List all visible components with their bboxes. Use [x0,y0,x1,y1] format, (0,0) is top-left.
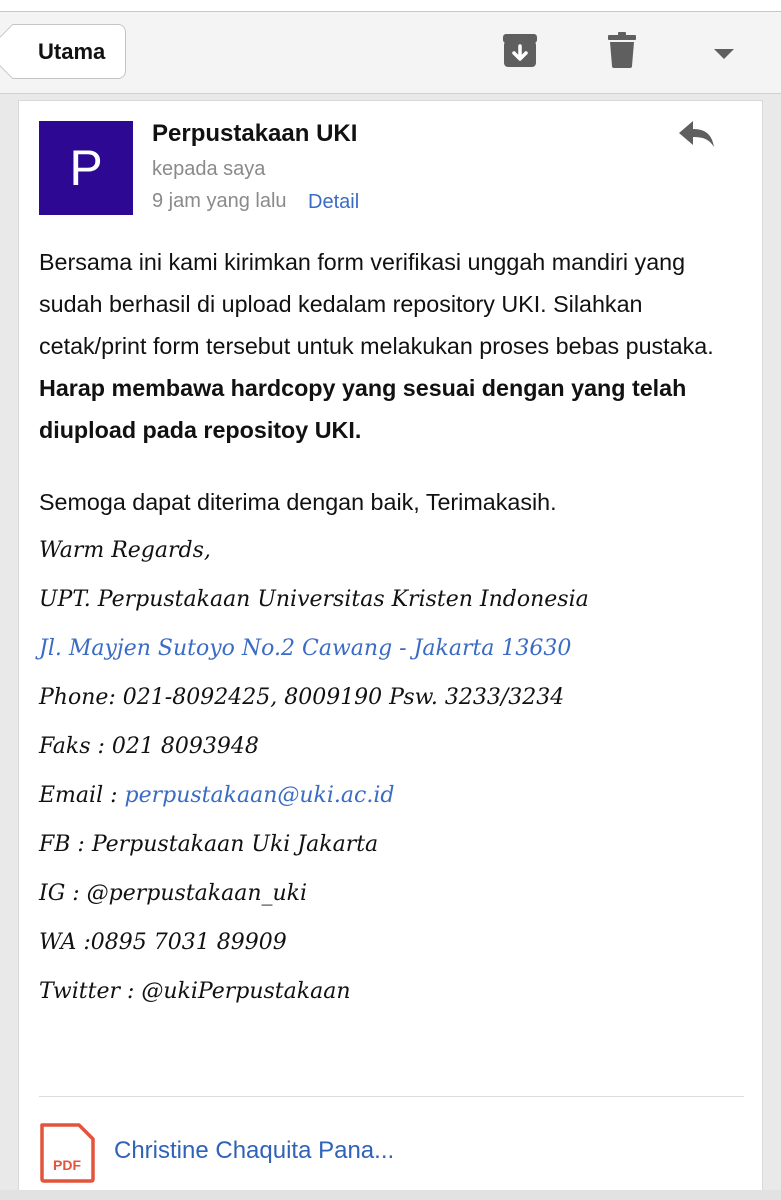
pdf-label: PDF [53,1157,81,1173]
timestamp: 9 jam yang lalu [152,190,287,212]
signature-email [39,783,394,808]
signature-org: UPT. Perpustakaan Universitas Kristen Indonesia [39,587,589,612]
body-text: Bersama ini kami kirimkan form verifikasi unggah mandiri yang sudah berhasil di upload kedalam repository UKI. Silahkan cetak/print form tersebut untuk melakukan proses bebas pustaka. [39,249,714,359]
signature-regards: Warm Regards, [39,538,211,563]
sender-name: Perpustakaan UKI [152,120,358,147]
toolbar [0,12,781,94]
back-button[interactable] [12,24,126,79]
email-body [39,241,749,451]
address-link[interactable]: Jl. Mayjen Sutoyo No.2 Cawang - Jakarta 13630 [39,636,572,661]
trash-icon[interactable] [607,32,637,68]
signature-fax: Faks : 021 8093948 [39,734,259,759]
email-link[interactable]: perpustakaan@uki.ac.id [124,783,395,808]
detail-link[interactable]: Detail [308,191,360,213]
avatar [39,121,133,215]
status-bar-edge [0,0,781,12]
signature-fb: FB : Perpustakaan Uki Jakarta [39,832,379,857]
back-button-label: Utama [38,38,106,64]
signature-address[interactable] [39,636,571,661]
archive-icon[interactable] [502,32,538,68]
attachment-name[interactable]: Christine Chaquita Pana... [114,1137,395,1164]
closing-line: Semoga dapat diterima dengan baik, Terimakasih. [39,489,557,515]
signature-wa: WA :0895 7031 89909 [39,930,287,955]
signature-ig: IG : @perpustakaan_uki [39,881,308,906]
signature-phone: Phone: 021-8092425, 8009190 Psw. 3233/3234 [39,685,565,710]
avatar-letter: P [69,140,103,196]
chevron-down-icon[interactable] [713,48,735,60]
body-bold-text: Harap membawa hardcopy yang sesuai dengan yang telah diupload pada repositoy UKI. [39,375,687,443]
reply-icon[interactable] [677,119,715,149]
email-message [18,100,763,1190]
pdf-file-icon[interactable] [39,1123,95,1183]
divider [39,1096,744,1097]
bottom-edge [0,1190,781,1200]
email-label: Email : [39,783,125,808]
signature-twitter: Twitter : @ukiPerpustakaan [39,979,351,1004]
recipient-line: kepada saya [152,158,266,180]
